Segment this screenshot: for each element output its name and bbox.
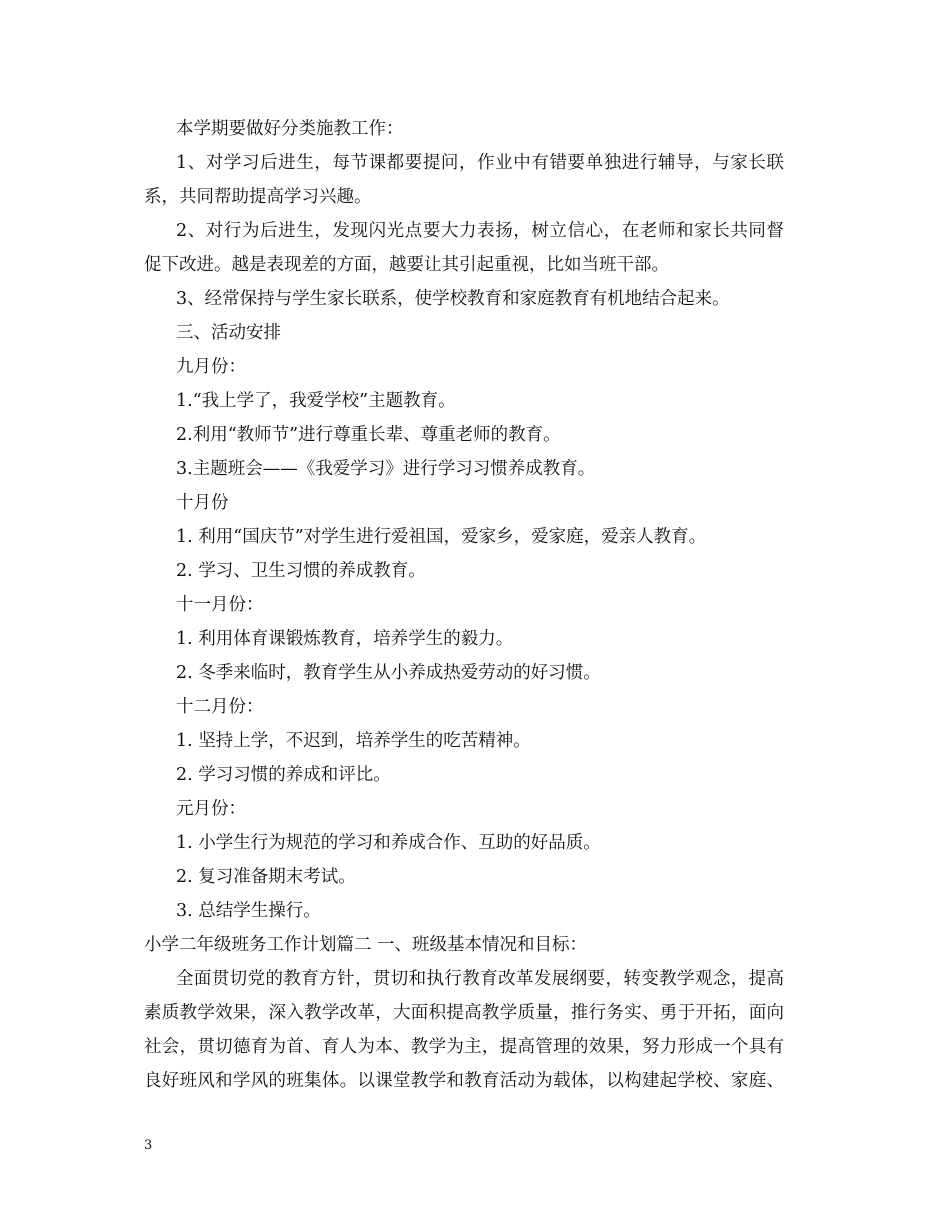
list-item: 1. 小学生行为规范的学习和养成合作、互助的好品质。 bbox=[176, 833, 601, 853]
list-item: 2. 冬季来临时，教育学生从小养成热爱劳动的好习惯。 bbox=[176, 663, 601, 683]
list-item: 1.“我上学了，我爱学校”主题教育。 bbox=[176, 391, 456, 411]
text-line: 素质教学效果，深入教学改革，大面积提高教学质量，推行务实、勇于开拓，面向 bbox=[144, 1003, 784, 1023]
page-number: 3 bbox=[144, 1138, 153, 1153]
section-title-line: 小学二年级班务工作计划篇二 一、班级基本情况和目标： bbox=[144, 935, 588, 955]
list-item: 3. 总结学生操行。 bbox=[176, 901, 321, 921]
list-item: 2.利用“教师节”进行尊重长辈、尊重老师的教育。 bbox=[176, 425, 561, 445]
list-item: 3.主题班会——《我爱学习》进行学习习惯养成教育。 bbox=[176, 459, 596, 479]
text-line: 良好班风和学风的班集体。以课堂教学和教育活动为载体，以构建起学校、家庭、 bbox=[144, 1071, 784, 1091]
text-line: 全面贯切党的教育方针，贯切和执行教育改革发展纲要，转变教学观念，提高 bbox=[176, 969, 784, 989]
list-item: 1. 坚持上学，不迟到，培养学生的吃苦精神。 bbox=[176, 731, 531, 751]
text-line: 1、对学习后进生，每节课都要提问，作业中有错要单独进行辅导，与家长联 bbox=[176, 153, 784, 173]
text-line: 本学期要做好分类施教工作： bbox=[176, 119, 404, 139]
text-line: 3、经常保持与学生家长联系，使学校教育和家庭教育有机地结合起来。 bbox=[176, 289, 730, 309]
text-line: 2、对行为后进生，发现闪光点要大力表扬，树立信心，在老师和家长共同督 bbox=[176, 221, 784, 241]
month-heading: 元月份： bbox=[176, 799, 246, 819]
list-item: 2. 学习习惯的养成和评比。 bbox=[176, 765, 391, 785]
list-item: 2. 学习、卫生习惯的养成教育。 bbox=[176, 561, 426, 581]
month-heading: 九月份： bbox=[176, 357, 246, 377]
list-item: 1. 利用“国庆节”对学生进行爱祖国，爱家乡，爱家庭，爱亲人教育。 bbox=[176, 527, 707, 547]
list-item: 1. 利用体育课锻炼教育，培养学生的毅力。 bbox=[176, 629, 514, 649]
month-heading: 十二月份： bbox=[176, 697, 264, 717]
text-line: 社会，贯切德育为首、育人为本、教学为主，提高管理的效果，努力形成一个具有 bbox=[144, 1037, 784, 1057]
month-heading: 十月份 bbox=[176, 493, 229, 513]
text-line: 促下改进。越是表现差的方面，越要让其引起重视，比如当班干部。 bbox=[144, 255, 669, 275]
text-line: 系，共同帮助提高学习兴趣。 bbox=[144, 187, 372, 207]
section-heading: 三、活动安排 bbox=[176, 323, 281, 343]
list-item: 2. 复习准备期末考试。 bbox=[176, 867, 356, 887]
month-heading: 十一月份： bbox=[176, 595, 264, 615]
